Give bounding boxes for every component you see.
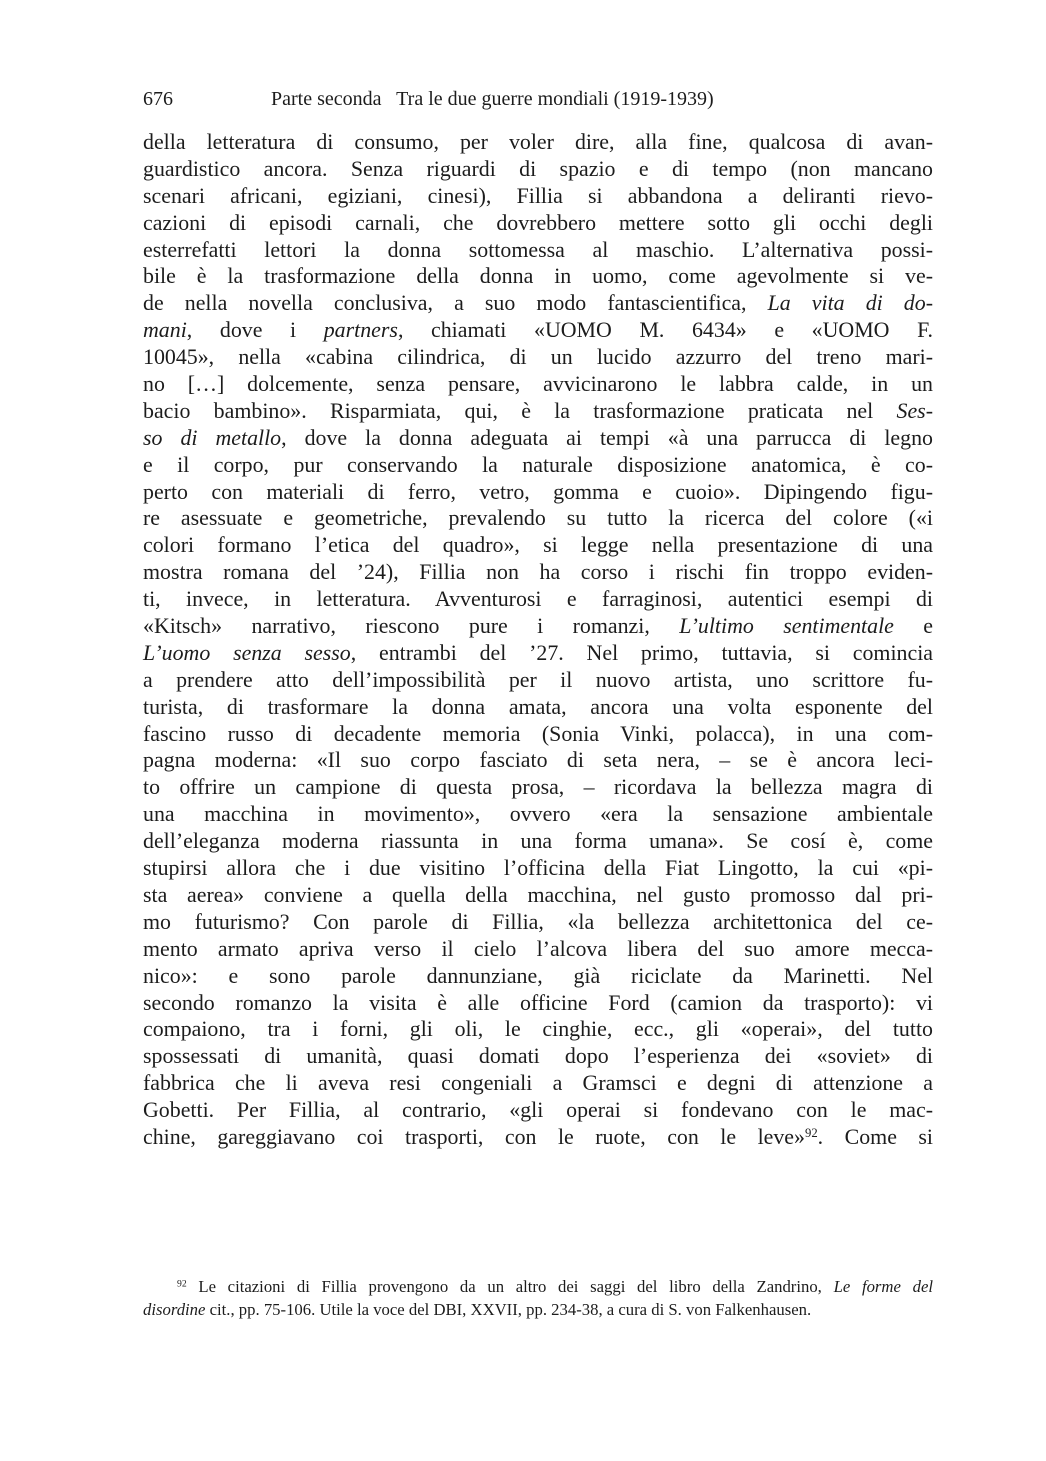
body-text-line (143, 936, 933, 963)
body-text-line (143, 425, 933, 452)
text-run: , dove la donna adeguata ai tempi «à una parrucca di legno (281, 424, 933, 450)
italic-title: disordine (143, 1299, 206, 1319)
body-text-line (143, 1124, 933, 1151)
text-run: to offrire un campione di questa prosa, – ricordava la bellezza magra di (143, 774, 933, 800)
text-run: scenari africani, egiziani, cinesi), Fillia si abbandona a deliranti rievo- (143, 182, 933, 208)
text-run: spossessati di umanità, quasi domati dopo l’esperienza dei «soviet» di (143, 1043, 933, 1069)
text-run: ti, invece, in letteratura. Avventurosi e farraginosi, autentici esempi di (143, 586, 933, 612)
text-run: «Kitsch» narrativo, riescono pure i romanzi, (143, 613, 680, 639)
running-header (143, 84, 933, 114)
body-text-line (143, 263, 933, 290)
body-text-line (143, 855, 933, 882)
text-run: a prendere atto dell’impossibilità per il nuovo artista, uno scrittore fu- (143, 666, 933, 692)
text-run: cazioni di episodi carnali, che dovrebbero mettere sotto gli occhi degli (143, 209, 933, 235)
text-run: compaiono, tra i forni, gli oli, le cinghie, ecc., gli «operai», del tutto (143, 1016, 933, 1042)
body-text-line (143, 452, 933, 479)
body-text-line (143, 1070, 933, 1097)
text-run: de nella novella conclusiva, a suo modo fantascientifica, (143, 290, 768, 316)
text-run: cit., pp. 75-106. Utile la voce del DBI, XXVII, pp. 234-38, a cura di S. von Falkenhausen. (205, 1299, 812, 1319)
text-run: . Come si (817, 1123, 934, 1149)
text-run: pagna moderna: «Il suo corpo fasciato di seta nera, – se è ancora leci- (143, 747, 933, 773)
body-text-line (143, 1016, 933, 1043)
text-run: mento armato apriva verso il cielo l’alcova libera del suo amore mecca- (143, 935, 933, 961)
body-text-line (143, 344, 933, 371)
body-text-line (143, 801, 933, 828)
text-run: fabbrica che li aveva resi congeniali a Gramsci e degni di attenzione a (143, 1070, 933, 1096)
body-text-line (143, 963, 933, 990)
footnote-block (143, 1276, 933, 1321)
page-number: 676 (143, 88, 173, 110)
body-text-line (143, 1097, 933, 1124)
body-text-line (143, 586, 933, 613)
text-run: perto con materiali di ferro, vetro, gomma e cuoio». Dipingendo figu- (143, 478, 933, 504)
text-run: mo futurismo? Con parole di Fillia, «la bellezza architettonica del ce- (143, 908, 933, 934)
body-text-line (143, 613, 933, 640)
body-text-line (143, 721, 933, 748)
body-text-line (143, 290, 933, 317)
body-text-line (143, 532, 933, 559)
text-run: stupirsi allora che i due visitino l’officina della Fiat Lingotto, la cui «pi- (143, 855, 933, 881)
italic-title: L’uomo senza sesso (143, 639, 351, 665)
text-run: chine, gareggiavano coi trasporti, con le ruote, con le leve» (143, 1123, 805, 1149)
text-run: esterrefatti lettori la donna sottomessa al maschio. L’alternativa possi- (143, 236, 933, 262)
text-run: colori formano l’etica del quadro», si legge nella presentazione di una (143, 532, 933, 558)
body-text-line (143, 747, 933, 774)
text-run: , entrambi del ’27. Nel primo, tuttavia, si comincia (350, 639, 933, 665)
text-run: no […] dolcemente, senza pensare, avvicinarono le labbra calde, in un (143, 371, 933, 397)
text-run: , dove i (186, 317, 324, 343)
footnote-line (143, 1276, 933, 1299)
body-text-line (143, 774, 933, 801)
body-text-line (143, 210, 933, 237)
text-run: e il corpo, pur conservando la naturale disposizione anatomica, è co- (143, 451, 933, 477)
text-run: una macchina in movimento», ovvero «era la sensazione ambientale (143, 801, 933, 827)
body-text-line (143, 505, 933, 532)
italic-title: La vita di do- (767, 290, 933, 316)
text-run: della letteratura di consumo, per voler dire, alla fine, qualcosa di avan- (143, 129, 933, 154)
body-text-line (143, 559, 933, 586)
text-run: Le citazioni di Fillia provengono da un altro dei saggi del libro della Zandrino, (186, 1277, 834, 1296)
text-run: Gobetti. Per Fillia, al contrario, «gli operai si fondevano con le mac- (143, 1097, 933, 1123)
body-text-line (143, 828, 933, 855)
text-run: fascino russo di decadente memoria (Sonia Vinki, polacca), in una com- (143, 720, 933, 746)
footnote-line (143, 1299, 933, 1322)
body-text-line (143, 1043, 933, 1070)
italic-title: L’ultimo sentimentale (679, 613, 894, 639)
text-run: nico»: e sono parole dannunziane, già riciclate da Marinetti. Nel (143, 962, 933, 988)
footnote-marker: 92 (177, 1278, 187, 1290)
text-run: 10045», nella «cabina cilindrica, di un lucido azzurro del treno mari- (143, 344, 933, 370)
text-run: e (893, 613, 933, 639)
footnote-marker: 92 (804, 1125, 818, 1140)
main-text-block (143, 129, 933, 1151)
body-text-line (143, 371, 933, 398)
body-text-line (143, 183, 933, 210)
text-run: dell’eleganza moderna riassunta in una forma umana». Se cosí è, come (143, 828, 933, 854)
body-text-line (143, 882, 933, 909)
italic-title: mani (143, 317, 187, 343)
text-run: guardistico ancora. Senza riguardi di spazio e di tempo (non mancano (143, 155, 933, 181)
italic-title: Le forme del (833, 1277, 933, 1296)
body-text-line (143, 694, 933, 721)
body-text-line (143, 237, 933, 264)
italic-title: partners (323, 317, 398, 343)
italic-title: so di metallo (143, 424, 282, 450)
body-text-line (143, 156, 933, 183)
text-run: re asessuate e geometriche, prevalendo su tutto la ricerca del colore («i (143, 505, 933, 531)
text-run: mostra romana del ’24), Fillia non ha corso i rischi fin troppo eviden- (143, 559, 933, 585)
body-text-line (143, 640, 933, 667)
body-text-line (143, 317, 933, 344)
body-text-line (143, 398, 933, 425)
running-head-title: Parte seconda Tra le due guerre mondiali (1919-1939) (271, 88, 714, 110)
italic-title: Ses- (896, 397, 933, 423)
text-run: bile è la trasformazione della donna in uomo, come agevolmente si ve- (143, 263, 933, 289)
text-run: , chiamati «UOMO M. 6434» e «UOMO F. (397, 317, 933, 343)
body-text-line (143, 129, 933, 156)
text-run: bacio bambino». Risparmiata, qui, è la trasformazione praticata nel (143, 397, 897, 423)
body-text-line (143, 667, 933, 694)
text-run: sta aerea» conviene a quella della macchina, nel gusto promosso dal pri- (143, 881, 933, 907)
body-text-line (143, 909, 933, 936)
text-run: turista, di trasformare la donna amata, ancora una volta esponente del (143, 693, 933, 719)
body-text-line (143, 479, 933, 506)
body-text-line (143, 990, 933, 1017)
text-run: secondo romanzo la visita è alle officine Ford (camion da trasporto): vi (143, 989, 933, 1015)
